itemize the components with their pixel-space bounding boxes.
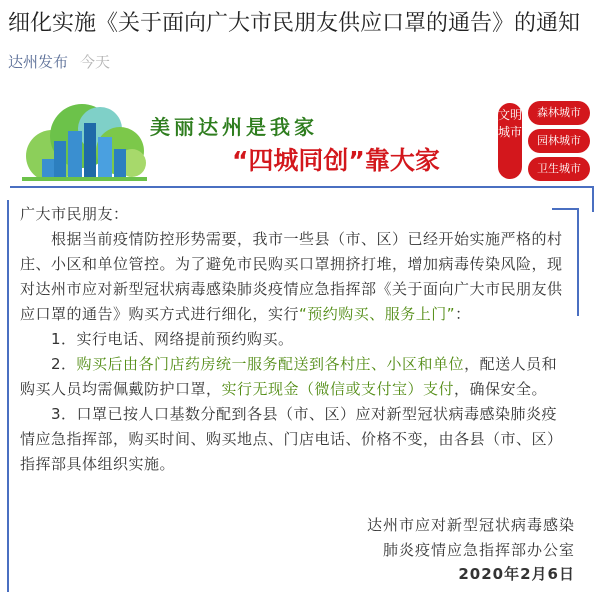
text-segment: 应口罩的通告》购买方式进行细化，实行 xyxy=(20,305,300,323)
signature-org-line2: 肺炎疫情应急指挥部办公室 xyxy=(382,540,575,559)
campaign-banner xyxy=(10,95,590,185)
text-segment: ，配送人员和 xyxy=(464,355,558,373)
frame-border-top xyxy=(10,186,594,188)
notice-line xyxy=(20,252,576,277)
text-segment: 指挥部具体组织实施。 xyxy=(20,455,176,473)
notice-line xyxy=(20,327,576,352)
article-meta xyxy=(8,52,110,72)
frame-border-right xyxy=(592,186,594,212)
highlighted-text: 购买后由各门店药房统一服务配送到各村庄、小区和单位 xyxy=(76,355,465,373)
text-segment: ： xyxy=(455,305,471,323)
seal-garden-city: 园林城市 xyxy=(528,129,590,153)
text-segment: ，确保安全。 xyxy=(454,380,548,398)
text-segment: 3．口罩已按人口基数分配到各县（市、区）应对新型冠状病毒感染肺炎疫 xyxy=(51,405,558,423)
text-segment: 1．实行电话、网络提前预约购买。 xyxy=(51,330,294,348)
bracket-decoration-right xyxy=(577,208,579,316)
text-segment: 对达州市应对新型冠状病毒感染肺炎疫情应急指挥部《关于面向广大市民朋友供 xyxy=(20,280,563,298)
frame-border-left xyxy=(7,200,9,592)
author-link[interactable]: 达州发布 xyxy=(8,53,69,71)
notice-line xyxy=(20,302,576,327)
notice-line xyxy=(20,227,576,252)
city-trees-illustration xyxy=(22,101,147,181)
highlighted-text: “预约购买、服务上门” xyxy=(299,305,456,323)
notice-line xyxy=(20,427,576,452)
seal-hygiene-city: 卫生城市 xyxy=(528,157,590,181)
text-segment: 庄、小区和单位管控。为了避免市民购买口罩拥挤打堆，增加病毒传染风险，现 xyxy=(20,255,563,273)
notice-line xyxy=(20,452,576,477)
signature-date: 2020年2月6日 xyxy=(458,565,575,583)
greeting: 广大市民朋友： xyxy=(20,205,129,223)
highlighted-text: 实行无现金（微信或支付宝）支付 xyxy=(221,380,455,398)
notice-line xyxy=(20,277,576,302)
notice-line xyxy=(20,377,576,402)
signature-block xyxy=(275,513,575,587)
signature-org-line1: 达州市应对新型冠状病毒感染 xyxy=(366,516,575,534)
notice-line xyxy=(20,402,576,427)
publish-date: 今天 xyxy=(80,53,111,71)
text-segment: 情应急指挥部，购买时间、购买地点、门店电话、价格不变，由各县（市、区） xyxy=(20,430,563,448)
slogan-line1: 美丽达州是我家 xyxy=(150,115,318,139)
notice-line xyxy=(20,352,576,377)
text-segment: 根据当前疫情防控形势需要，我市一些县（市、区）已经开始实施严格的村 xyxy=(51,230,563,248)
text-segment: 2． xyxy=(51,355,77,373)
notice-body xyxy=(20,202,576,477)
seal-forest-city: 森林城市 xyxy=(528,101,590,125)
slogan-line2: “四城同创”靠大家 xyxy=(232,146,440,175)
text-segment: 购买人员均需佩戴防护口罩， xyxy=(20,380,222,398)
article-title: 细化实施《关于面向广大市民朋友供应口罩的通告》的通知 xyxy=(8,11,581,36)
seal-civilized-city: 文明城市 xyxy=(498,103,522,179)
